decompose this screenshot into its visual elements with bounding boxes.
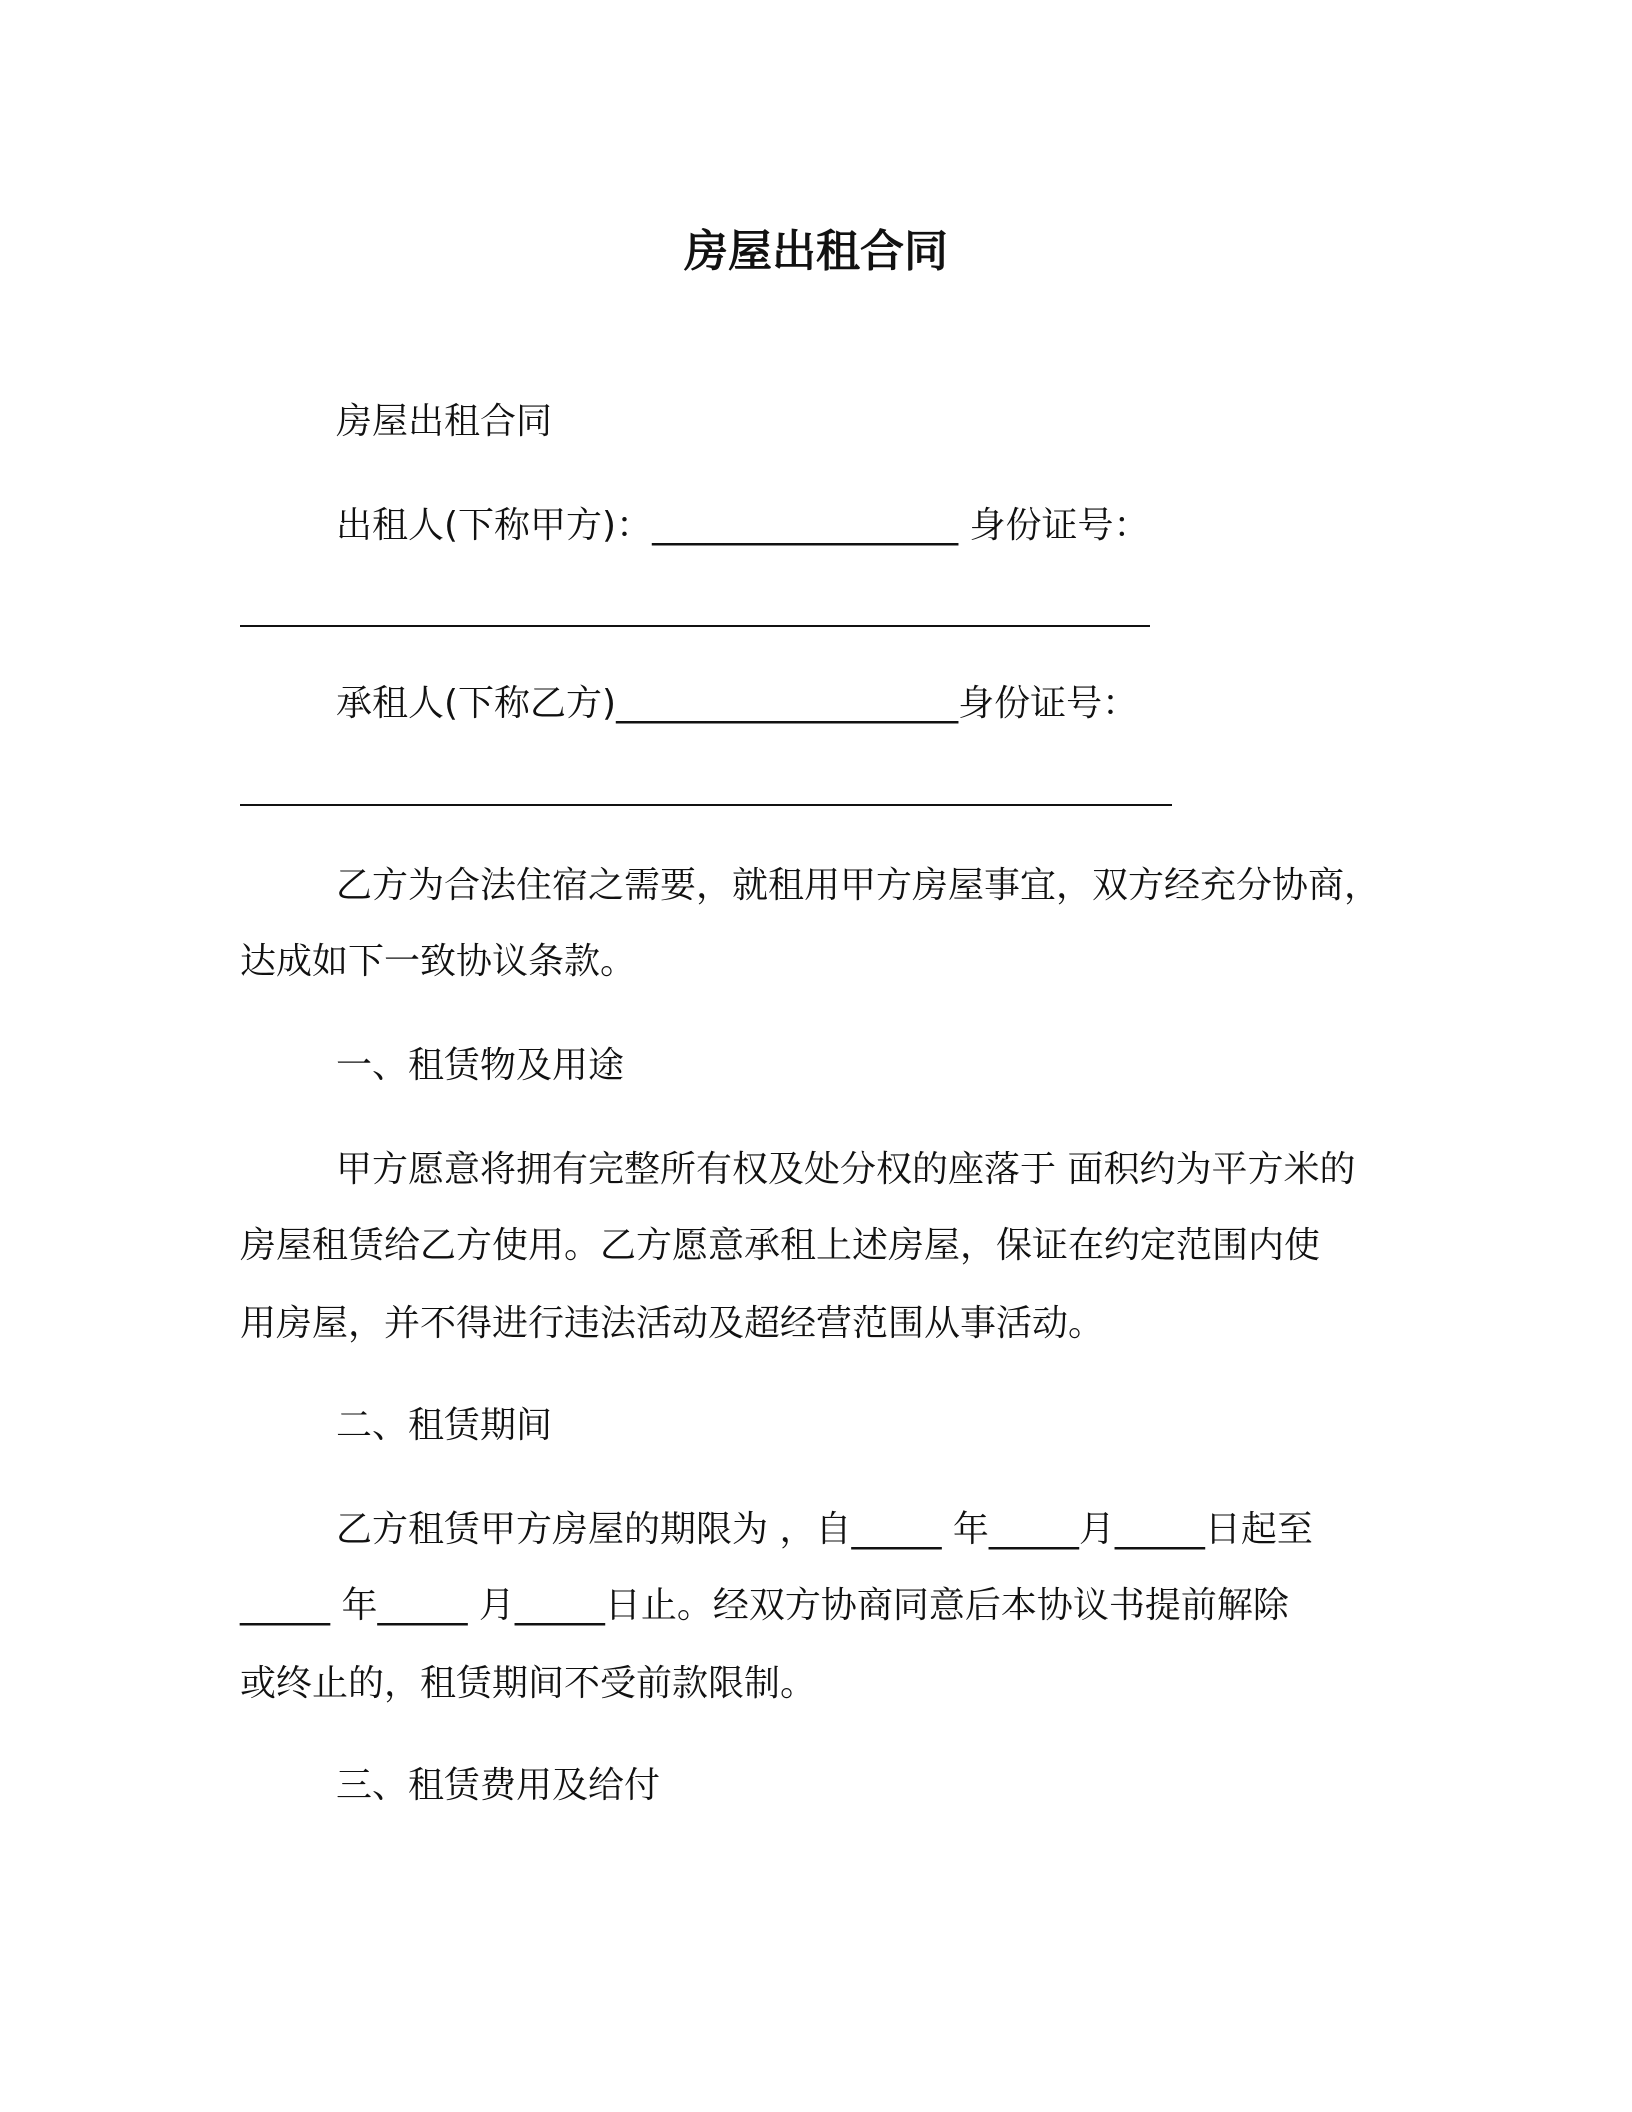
- intro-line-1: 乙方为合法住宿之需要，就租用甲方房屋事宜，双方经充分协商，: [336, 865, 1381, 906]
- section-1-line-3: 用房屋，并不得进行违法活动及超经营范围从事活动。: [240, 1303, 1105, 1344]
- section-2-line-1: 乙方租赁甲方房屋的期限为 ，自_____ 年_____月_____日起至: [336, 1509, 1313, 1550]
- lessor-line: 出租人(下称甲方)：_________________ 身份证号：: [336, 505, 1150, 546]
- subtitle-line: 房屋出租合同: [336, 401, 553, 442]
- section-1-line-2: 房屋租赁给乙方使用。乙方愿意承租上述房屋，保证在约定范围内使: [240, 1225, 1321, 1266]
- section-2-line-2: _____ 年_____ 月_____日止。经双方协商同意后本协议书提前解除: [240, 1585, 1289, 1626]
- lessee-line: 承租人(下称乙方)___________________身份证号：: [336, 683, 1139, 724]
- section-heading-1: 一、租赁物及用途: [336, 1045, 625, 1086]
- lessor-id-blank-line: [240, 625, 1150, 627]
- section-2-line-3: 或终止的，租赁期间不受前款限制。: [240, 1663, 817, 1704]
- section-heading-3: 三、租赁费用及给付: [336, 1765, 661, 1806]
- document-title: 房屋出租合同: [684, 226, 948, 277]
- lessee-id-blank-line: [240, 804, 1172, 806]
- section-heading-2: 二、租赁期间: [336, 1405, 553, 1446]
- intro-line-2: 达成如下一致协议条款。: [240, 941, 637, 982]
- section-1-line-1: 甲方愿意将拥有完整所有权及处分权的座落于 面积约为平方米的: [336, 1149, 1356, 1190]
